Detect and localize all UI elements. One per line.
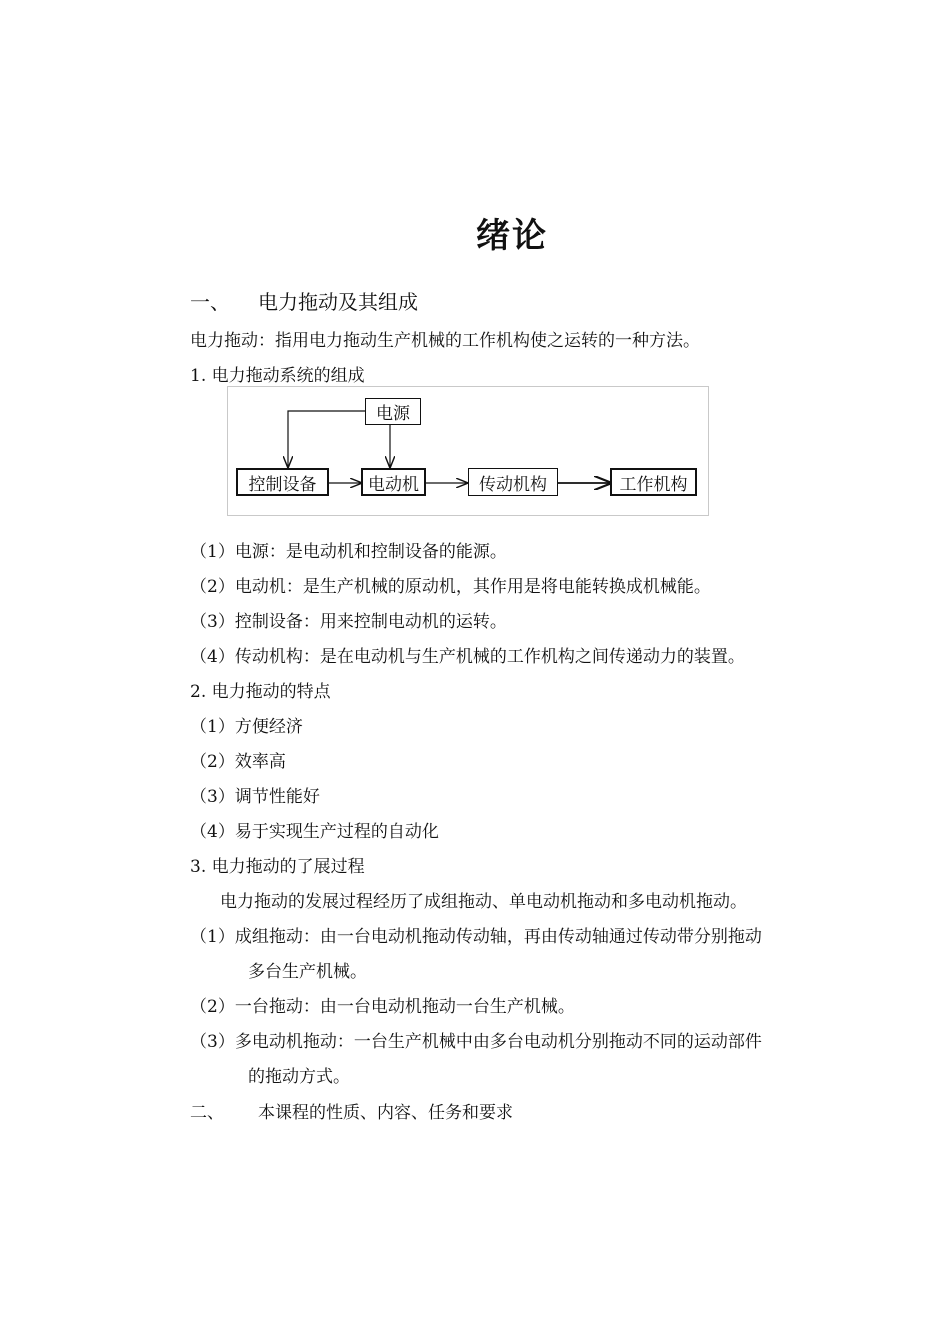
development-intro: 电力拖动的发展过程经历了成组拖动、单电动机拖动和多电动机拖动。 [220, 892, 747, 912]
motor-block: 电动机 [361, 468, 426, 496]
feature-item [190, 817, 439, 842]
component-item [190, 537, 507, 562]
item-text: 调节性能好 [234, 787, 320, 807]
diagram-connectors [228, 387, 710, 517]
item-number: （3） [190, 612, 235, 632]
component-item [190, 607, 507, 632]
stage-item [190, 922, 762, 947]
item-text: 效率高 [234, 752, 286, 772]
item-text: 成组拖动：由一台电动机拖动传动轴，再由传动轴通过传动带分别拖动 [234, 927, 762, 947]
component-item [190, 572, 711, 597]
item-number: （2） [190, 752, 235, 772]
feature-item [190, 747, 286, 772]
power-block: 电源 [365, 398, 421, 425]
stage-item-continuation: 多台生产机械。 [248, 962, 367, 982]
feature-item [190, 712, 303, 737]
stage-item-continuation: 的拖动方式。 [248, 1067, 350, 1087]
work-block: 工作机构 [610, 468, 697, 496]
stage-item [190, 992, 575, 1017]
item-text: 电动机：是生产机械的原动机，其作用是将电能转换成机械能。 [234, 577, 711, 597]
item-number: （4） [190, 647, 235, 667]
item-text: 多电动机拖动：一台生产机械中由多台电动机分别拖动不同的运动部件 [234, 1032, 762, 1052]
item-number: （3） [190, 1032, 235, 1052]
transmission-block: 传动机构 [468, 468, 558, 496]
item-number: （2） [190, 997, 235, 1017]
item-number: （4） [190, 822, 235, 842]
item-text: 方便经济 [234, 717, 303, 737]
component-item [190, 642, 745, 667]
item-number: （3） [190, 787, 235, 807]
section2-heading: 本课程的性质、内容、任务和要求 [258, 1103, 513, 1123]
definition-paragraph: 电力拖动：指用电力拖动生产机械的工作机构使之运转的一种方法。 [190, 331, 700, 351]
item-number: （1） [190, 542, 235, 562]
section2-number: 二、 [190, 1103, 224, 1123]
item-text: 传动机构：是在电动机与生产机械的工作机构之间传递动力的装置。 [234, 647, 745, 667]
stage-item [190, 1027, 762, 1052]
item-text: 一台拖动：由一台电动机拖动一台生产机械。 [234, 997, 575, 1017]
subheading-composition: 1. 电力拖动系统的组成 [190, 366, 365, 386]
item-text: 电源：是电动机和控制设备的能源。 [234, 542, 507, 562]
item-text: 控制设备：用来控制电动机的运转。 [234, 612, 507, 632]
section1-heading: 电力拖动及其组成 [258, 290, 418, 314]
item-text: 易于实现生产过程的自动化 [234, 822, 439, 842]
subheading-features: 2. 电力拖动的特点 [190, 682, 331, 702]
item-number: （1） [190, 717, 235, 737]
system-block-diagram [227, 386, 709, 516]
section1-number: 一、 [190, 290, 230, 314]
control-block: 控制设备 [236, 468, 329, 496]
page-title: 绪论 [476, 216, 548, 256]
subheading-development: 3. 电力拖动的了展过程 [190, 857, 365, 877]
item-number: （2） [190, 577, 235, 597]
feature-item [190, 782, 320, 807]
item-number: （1） [190, 927, 235, 947]
